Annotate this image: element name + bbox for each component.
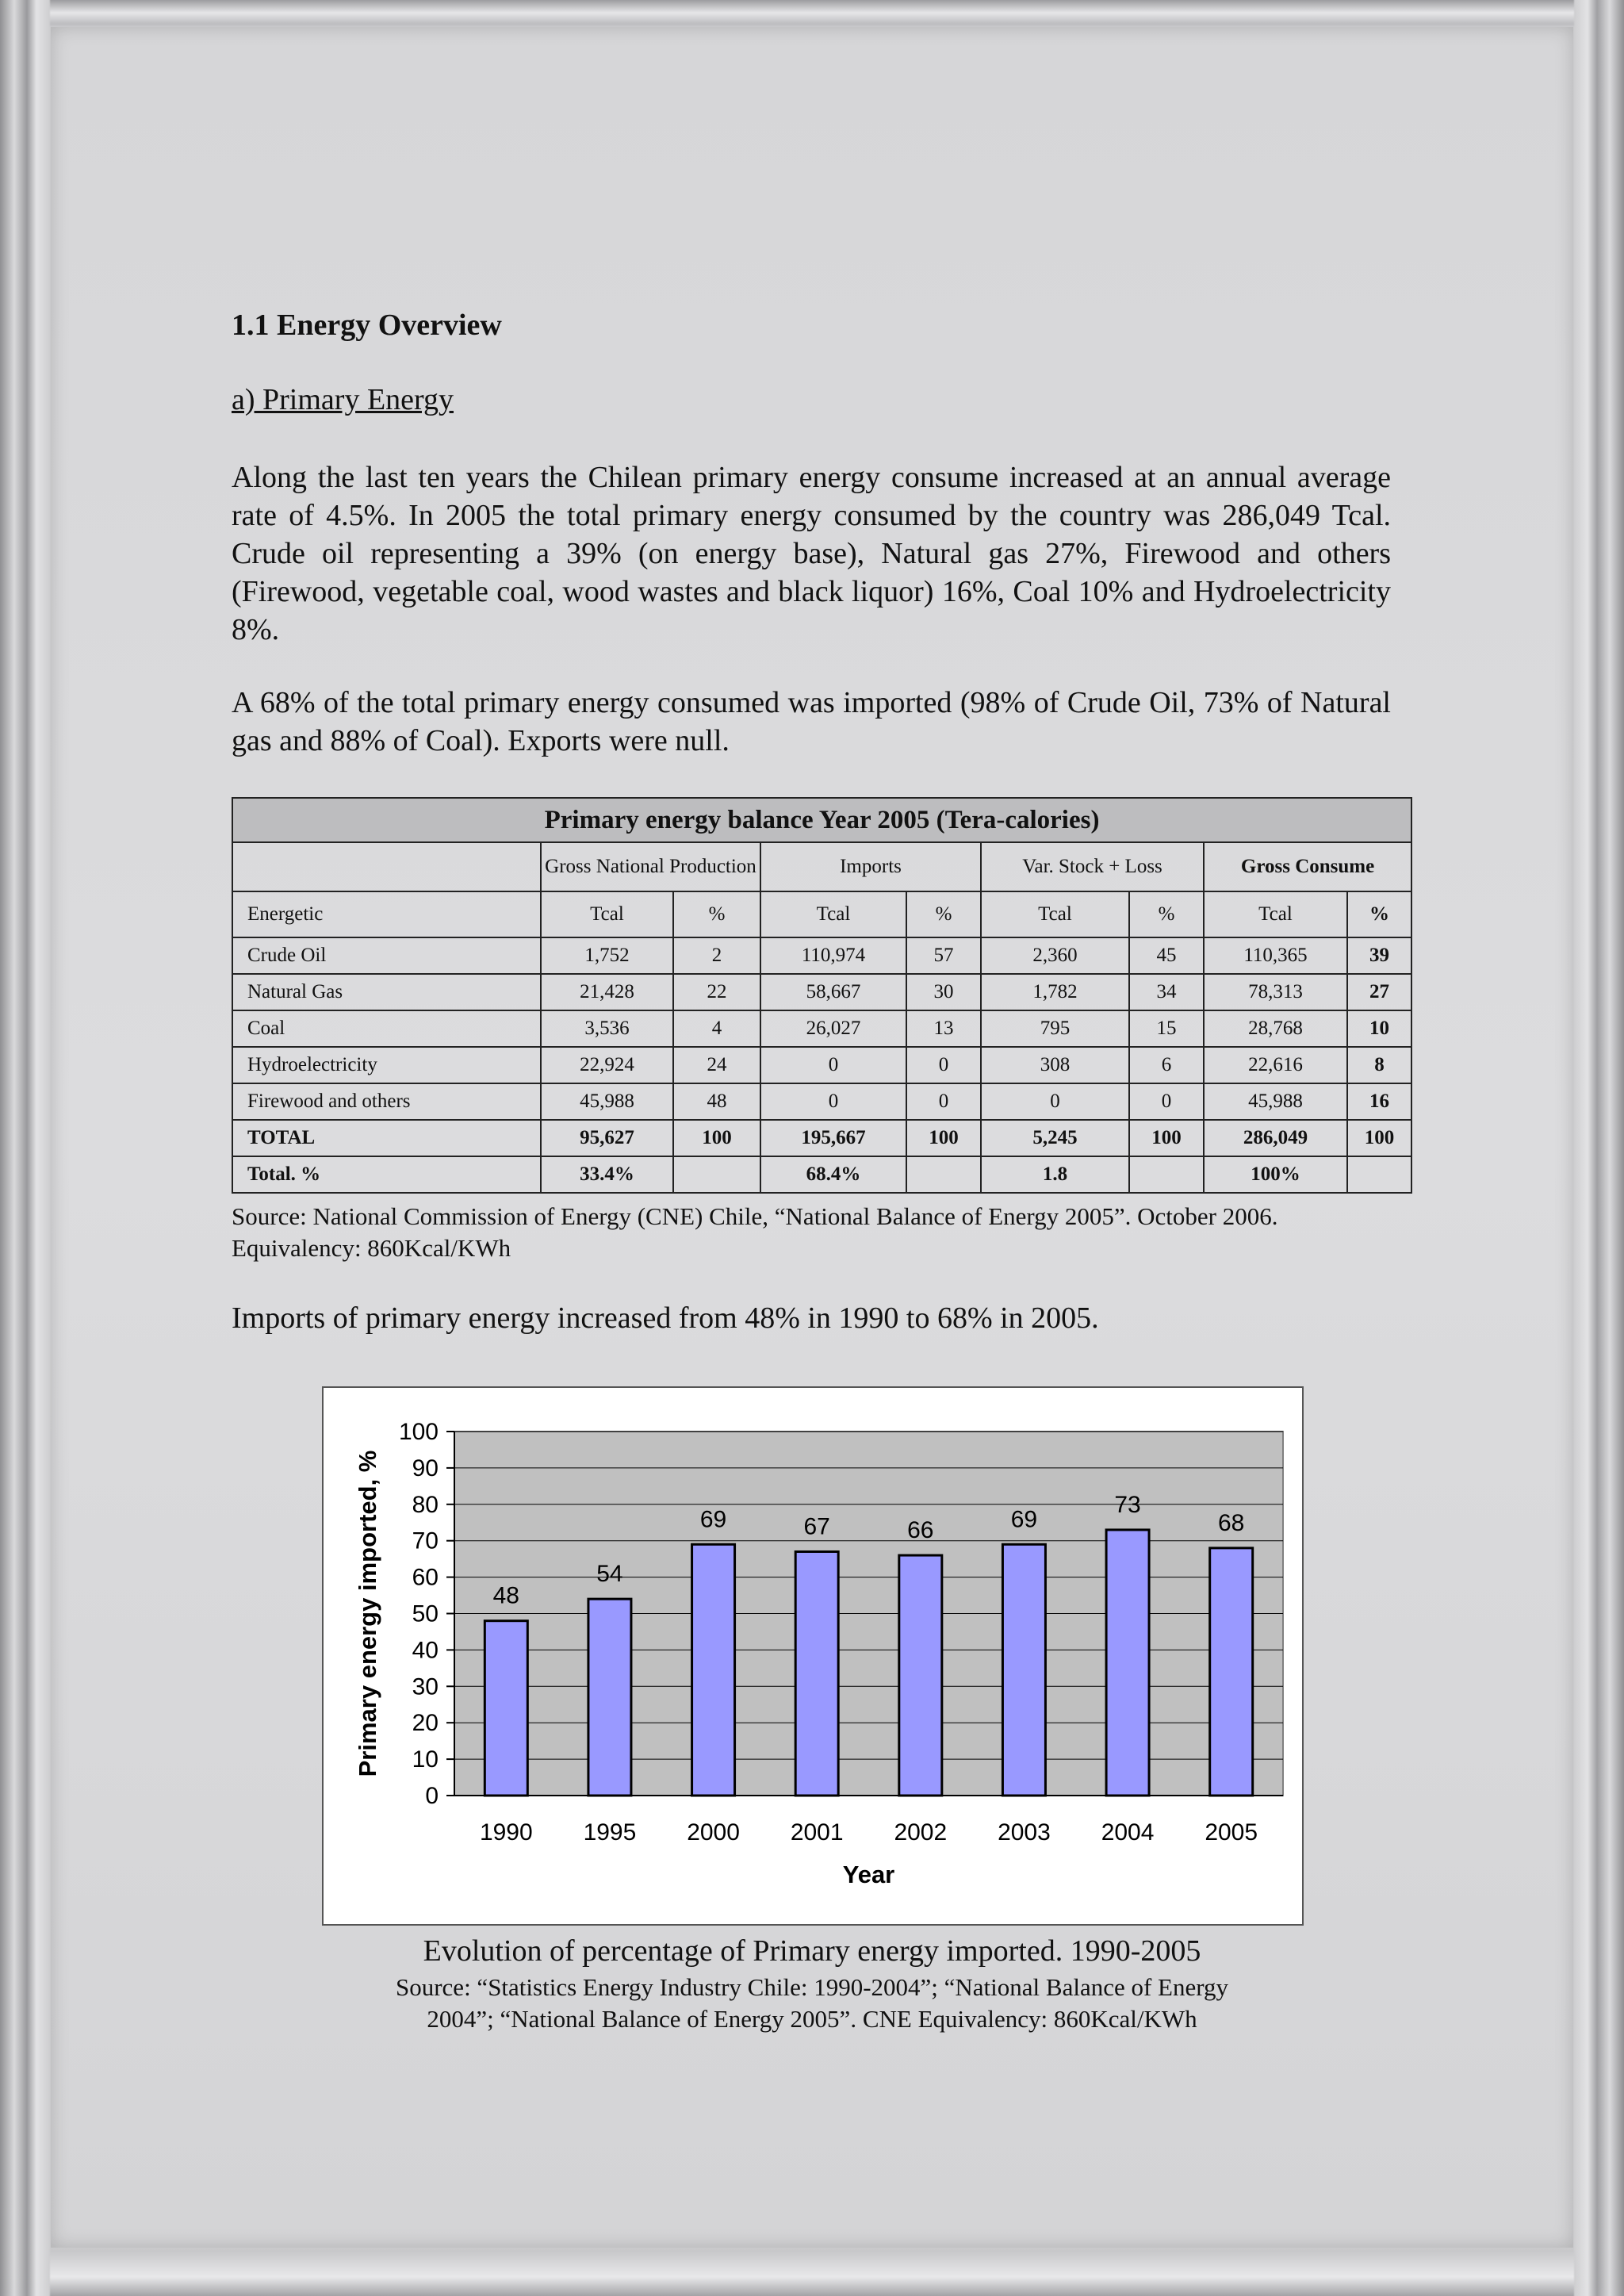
table-cell: 58,667 (760, 974, 906, 1010)
table-cell: 100 (1347, 1120, 1411, 1156)
table-title: Primary energy balance Year 2005 (Tera-calories) (232, 798, 1411, 842)
row-label: Crude Oil (232, 937, 541, 974)
table-cell: 45,988 (1204, 1083, 1347, 1120)
unit-cell: % (1129, 891, 1204, 937)
bar (1002, 1544, 1045, 1796)
table-cell: 45,988 (541, 1083, 673, 1120)
row-label: TOTAL (232, 1120, 541, 1156)
paragraph-imports: A 68% of the total primary energy consumed was imported (98% of Crude Oil, 73% of Natural gas and 88% of Coal). Exports were null. (232, 686, 1391, 757)
table-cell: 308 (981, 1047, 1129, 1083)
unit-cell: Tcal (541, 891, 673, 937)
table-cell: 45 (1129, 937, 1204, 974)
data-label: 66 (907, 1517, 934, 1544)
table-cell: 22,616 (1204, 1047, 1347, 1083)
table-cell (1347, 1156, 1411, 1193)
row-label: Coal (232, 1010, 541, 1047)
unit-cell: Tcal (1204, 891, 1347, 937)
imports-chart (322, 1386, 1304, 1926)
table-cell: 95,627 (541, 1120, 673, 1156)
y-tick-label: 70 (412, 1527, 439, 1554)
table-cell: 10 (1347, 1010, 1411, 1047)
table-cell: 27 (1347, 974, 1411, 1010)
y-tick-label: 10 (412, 1746, 439, 1773)
table-row (232, 1083, 1411, 1120)
table-cell: 0 (981, 1083, 1129, 1120)
paragraph-consumption: Along the last ten years the Chilean primary energy consume increased at an annual average rate of 4.5%. In 2005 the total primary energy consumed by the country was 286,049 Tcal. Crude oil representing a 39% (on energy base), Natural gas 27%, Firewood and others (Firewood, vegetable coal, wood wastes and black liquor) 16%, Coal 10% and Hydroelectricity 8%. (232, 461, 1391, 646)
table-cell: 39 (1347, 937, 1411, 974)
table-cell: 100 (1129, 1120, 1204, 1156)
table-row (232, 1047, 1411, 1083)
table-cell: 33.4% (541, 1156, 673, 1193)
figure-caption: Evolution of percentage of Primary energy imported. 1990-2005 (423, 1934, 1201, 1968)
table-source-note: Source: National Commission of Energy (CNE) Chile, “National Balance of Energy 2005”. October 2006. Equivalency: 860Kcal/KWh (232, 1202, 1278, 1262)
y-tick-label: 50 (412, 1600, 439, 1627)
table-cell: 100 (906, 1120, 981, 1156)
table-cell: 3,536 (541, 1010, 673, 1047)
table-cell: 78,313 (1204, 974, 1347, 1010)
data-label: 69 (1010, 1506, 1038, 1533)
data-label: 73 (1114, 1491, 1141, 1518)
table-cell (1129, 1156, 1204, 1193)
table-row (232, 1010, 1411, 1047)
table-cell: 21,428 (541, 974, 673, 1010)
x-tick-label: 2000 (687, 1819, 740, 1846)
header-gross-national-production: Gross National Production (541, 842, 760, 891)
table-cell: 110,974 (760, 937, 906, 974)
data-label: 48 (492, 1582, 519, 1609)
table-cell: 28,768 (1204, 1010, 1347, 1047)
x-axis-title: Year (842, 1861, 895, 1888)
data-label: 67 (803, 1513, 830, 1540)
bar (692, 1544, 735, 1796)
table-cell: 26,027 (760, 1010, 906, 1047)
table-cell: 6 (1129, 1047, 1204, 1083)
table-cell: 286,049 (1204, 1120, 1347, 1156)
y-tick-label: 30 (412, 1673, 439, 1700)
table-cell: 2,360 (981, 937, 1129, 974)
table-row (232, 937, 1411, 974)
data-label: 54 (596, 1561, 623, 1588)
bar (1106, 1530, 1149, 1796)
x-tick-label: 1995 (583, 1819, 637, 1846)
table-row (232, 1156, 1411, 1193)
table-row (232, 1120, 1411, 1156)
row-label: Total. % (232, 1156, 541, 1193)
y-tick-label: 60 (412, 1564, 439, 1591)
y-tick-label: 100 (398, 1419, 439, 1445)
table-cell: 1,752 (541, 937, 673, 974)
y-tick-label: 80 (412, 1491, 439, 1518)
table-cell: 22 (673, 974, 760, 1010)
imports-sentence: Imports of primary energy increased from 48% in 1990 to 68% in 2005. (232, 1301, 1099, 1335)
x-tick-label: 2003 (998, 1819, 1051, 1846)
bar (795, 1551, 838, 1796)
figure-source (0, 1972, 1624, 2035)
y-tick-label: 90 (412, 1455, 439, 1481)
table-cell: 15 (1129, 1010, 1204, 1047)
unit-cell: % (906, 891, 981, 937)
bar (588, 1599, 631, 1796)
table-cell: 5,245 (981, 1120, 1129, 1156)
header-gross-consume: Gross Consume (1204, 842, 1411, 891)
table-cell (673, 1156, 760, 1193)
table-cell: 22,924 (541, 1047, 673, 1083)
table-cell: 13 (906, 1010, 981, 1047)
figure-source-line-1: Source: “Statistics Energy Industry Chile: 1990-2004”; “National Balance of Energy (395, 1973, 1229, 2001)
table-cell: 0 (760, 1083, 906, 1120)
table-cell: 0 (906, 1047, 981, 1083)
table-cell: 2 (673, 937, 760, 974)
row-label: Firewood and others (232, 1083, 541, 1120)
unit-cell: % (673, 891, 760, 937)
subsection-heading: a) Primary Energy (232, 383, 454, 416)
table-cell: 48 (673, 1083, 760, 1120)
table-cell: 1,782 (981, 974, 1129, 1010)
table-cell: 195,667 (760, 1120, 906, 1156)
table-cell: 34 (1129, 974, 1204, 1010)
row-label: Hydroelectricity (232, 1047, 541, 1083)
unit-cell: Tcal (981, 891, 1129, 937)
figure-source-line-2: 2004”; “National Balance of Energy 2005”. CNE Equivalency: 860Kcal/KWh (427, 2005, 1197, 2033)
x-tick-label: 2001 (790, 1819, 844, 1846)
table-cell: 0 (760, 1047, 906, 1083)
table-cell: 24 (673, 1047, 760, 1083)
bar (485, 1621, 527, 1796)
table-row (232, 974, 1411, 1010)
table-body (232, 937, 1411, 1193)
table-header-blank (232, 842, 541, 891)
table-cell: 1.8 (981, 1156, 1129, 1193)
table-cell: 110,365 (1204, 937, 1347, 974)
table-cell (906, 1156, 981, 1193)
chart-svg (324, 1388, 1302, 1924)
x-tick-label: 2005 (1205, 1819, 1258, 1846)
table-cell: 4 (673, 1010, 760, 1047)
table-cell: 16 (1347, 1083, 1411, 1120)
table-cell: 100% (1204, 1156, 1347, 1193)
x-tick-label: 1990 (479, 1819, 533, 1846)
section-heading: 1.1 Energy Overview (232, 309, 502, 342)
table-cell: 0 (906, 1083, 981, 1120)
bar (1210, 1548, 1253, 1796)
table-cell: 68.4% (760, 1156, 906, 1193)
y-tick-label: 0 (425, 1783, 439, 1809)
table-cell: 30 (906, 974, 981, 1010)
table-cell: 8 (1347, 1047, 1411, 1083)
unit-cell: Tcal (760, 891, 906, 937)
x-tick-label: 2002 (894, 1819, 948, 1846)
y-axis-title: Primary energy imported, % (354, 1450, 381, 1777)
table-cell: 795 (981, 1010, 1129, 1047)
table-cell: 57 (906, 937, 981, 974)
header-energetic: Energetic (232, 891, 541, 937)
header-var-stock-loss: Var. Stock + Loss (981, 842, 1204, 891)
bar (899, 1555, 942, 1796)
unit-cell: % (1347, 891, 1411, 937)
table-cell: 0 (1129, 1083, 1204, 1120)
data-label: 69 (699, 1506, 727, 1533)
y-tick-label: 20 (412, 1710, 439, 1737)
header-imports: Imports (760, 842, 981, 891)
y-tick-label: 40 (412, 1637, 439, 1664)
data-label: 68 (1218, 1509, 1245, 1536)
x-tick-label: 2004 (1101, 1819, 1155, 1846)
energy-balance-table (232, 797, 1412, 1194)
table-cell: 100 (673, 1120, 760, 1156)
row-label: Natural Gas (232, 974, 541, 1010)
